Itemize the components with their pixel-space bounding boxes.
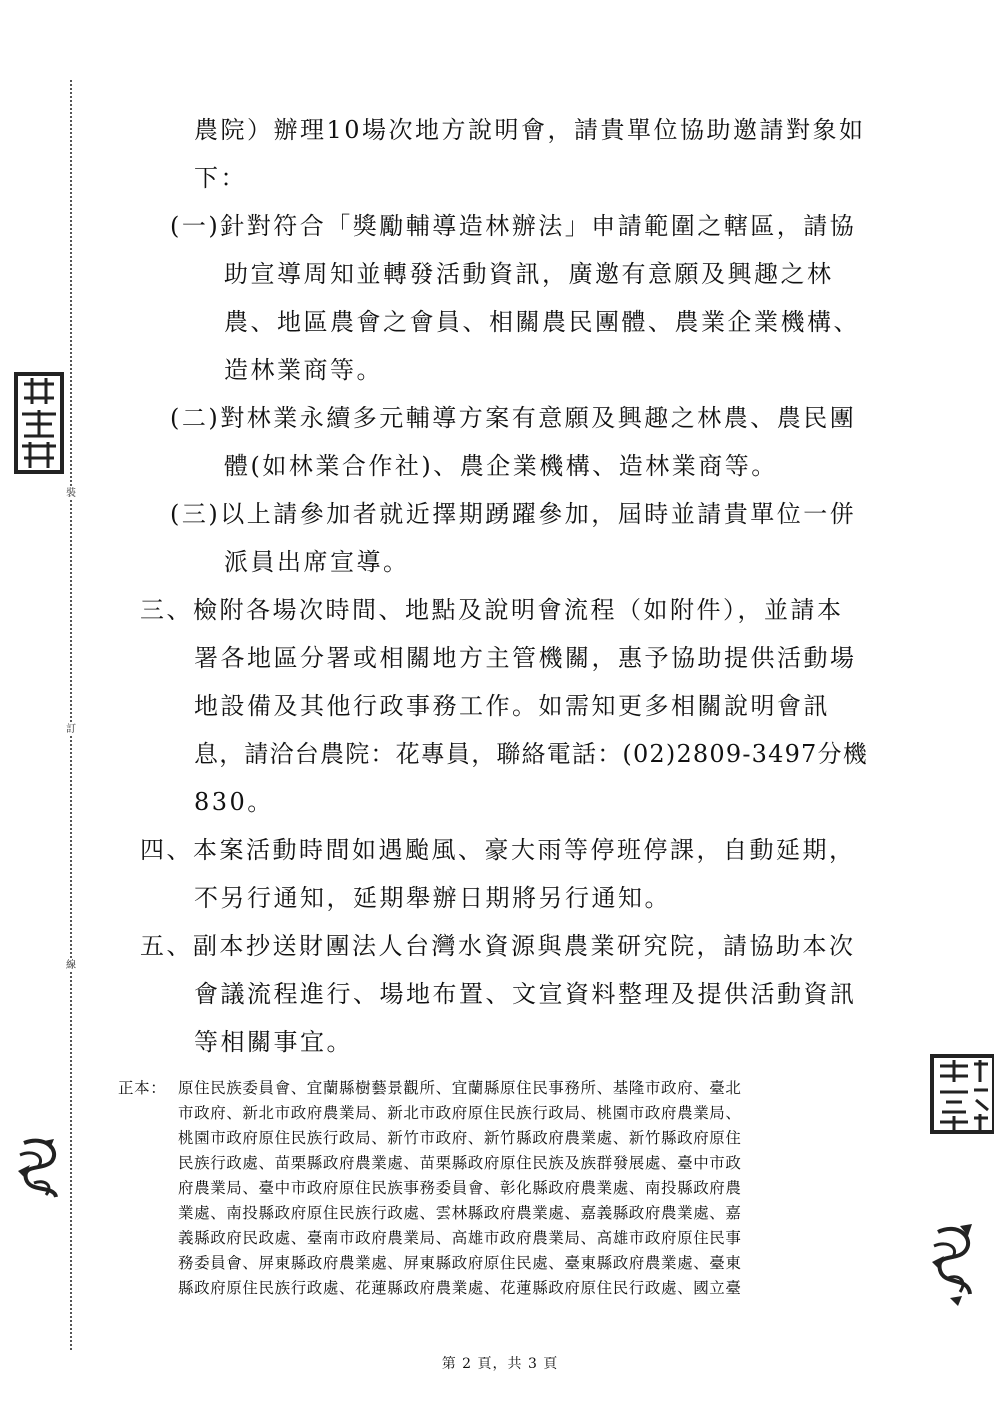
body-line: 農、地區農會之會員、相關農民團體、農業企業機構、: [224, 308, 860, 336]
binding-mark-ding: 訂: [66, 724, 76, 735]
recipients-line: 府農業局、臺中市政府原住民族事務委員會、彰化縣政府農業處、南投縣政府農: [178, 1179, 742, 1197]
binding-mark-zhuang: 裝: [66, 488, 76, 499]
recipients-line: 縣政府原住民族行政處、花蓮縣政府農業處、花蓮縣政府原住民行政處、國立臺: [178, 1279, 742, 1297]
binding-margin-line: [70, 80, 72, 1350]
body-line: 派員出席宣導。: [224, 548, 410, 576]
body-line-item-1: (一)針對符合「獎勵輔導造林辦法」申請範圍之轄區，請協: [170, 212, 857, 240]
recipients-line: 桃園市政府原住民族行政局、新竹市政府、新竹縣政府農業處、新竹縣政府原住: [178, 1129, 742, 1147]
body-line: 造林業商等。: [224, 356, 383, 384]
recipients-line: 原住民族委員會、宜蘭縣樹藝景觀所、宜蘭縣原住民事務所、基隆市政府、臺北: [178, 1079, 742, 1097]
recipients-label: 正本：: [118, 1079, 167, 1097]
body-line: 下：: [194, 164, 247, 192]
body-line-section-5: 五、副本抄送財團法人台灣水資源與農業研究院，請協助本次: [140, 932, 856, 960]
body-line: 等相關事宜。: [194, 1028, 353, 1056]
recipients-line: 務委員會、屏東縣政府農業處、屏東縣政府原住民處、臺東縣政府農業處、臺東: [178, 1254, 742, 1272]
seal-swirl-left: [14, 1135, 64, 1205]
seal-swirl-right: [930, 1222, 978, 1308]
body-line: 農院）辦理10場次地方說明會，請貴單位協助邀請對象如: [194, 116, 866, 144]
body-line-item-2: (二)對林業永續多元輔導方案有意願及興趣之林農、農民團: [170, 404, 857, 432]
body-line: 體(如林業合作社)、農企業機構、造林業商等。: [224, 452, 778, 480]
recipients-line: 業處、南投縣政府原住民族行政處、雲林縣政府農業處、嘉義縣政府農業處、嘉: [178, 1204, 742, 1222]
body-line: 不另行通知，延期舉辦日期將另行通知。: [194, 884, 671, 912]
body-line: 地設備及其他行政事務工作。如需知更多相關說明會訊: [194, 692, 830, 720]
body-line: 830。: [194, 788, 274, 816]
body-line: 會議流程進行、場地布置、文宣資料整理及提供活動資訊: [194, 980, 857, 1008]
body-line-item-3: (三)以上請參加者就近擇期踴躍參加，屆時並請貴單位一併: [170, 500, 857, 528]
electronic-document-seal-right: [928, 1052, 994, 1136]
body-line-section-3: 三、檢附各場次時間、地點及說明會流程（如附件），並請本: [140, 596, 844, 624]
official-seal-stamp-left: [10, 370, 68, 480]
recipients-line: 義縣政府民政處、臺南市政府農業局、高雄市政府農業局、高雄市政府原住民事: [178, 1229, 742, 1247]
page-number: 第 2 頁，共 3 頁: [441, 1356, 559, 1372]
body-line-section-4: 四、本案活動時間如遇颱風、豪大雨等停班停課，自動延期，: [140, 836, 856, 864]
recipients-line: 市政府、新北市政府農業局、新北市政府原住民族行政局、桃園市政府農業局、: [178, 1104, 742, 1122]
body-line: 署各地區分署或相關地方主管機關，惠予協助提供活動場: [194, 644, 857, 672]
body-line-contact: 息，請洽台農院：花專員，聯絡電話：(02)2809-3497分機: [194, 740, 868, 768]
binding-mark-xian: 線: [66, 960, 76, 971]
body-line: 助宣導周知並轉發活動資訊，廣邀有意願及興趣之林: [224, 260, 834, 288]
recipients-line: 民族行政處、苗栗縣政府農業處、苗栗縣政府原住民族及族群發展處、臺中市政: [178, 1154, 742, 1172]
